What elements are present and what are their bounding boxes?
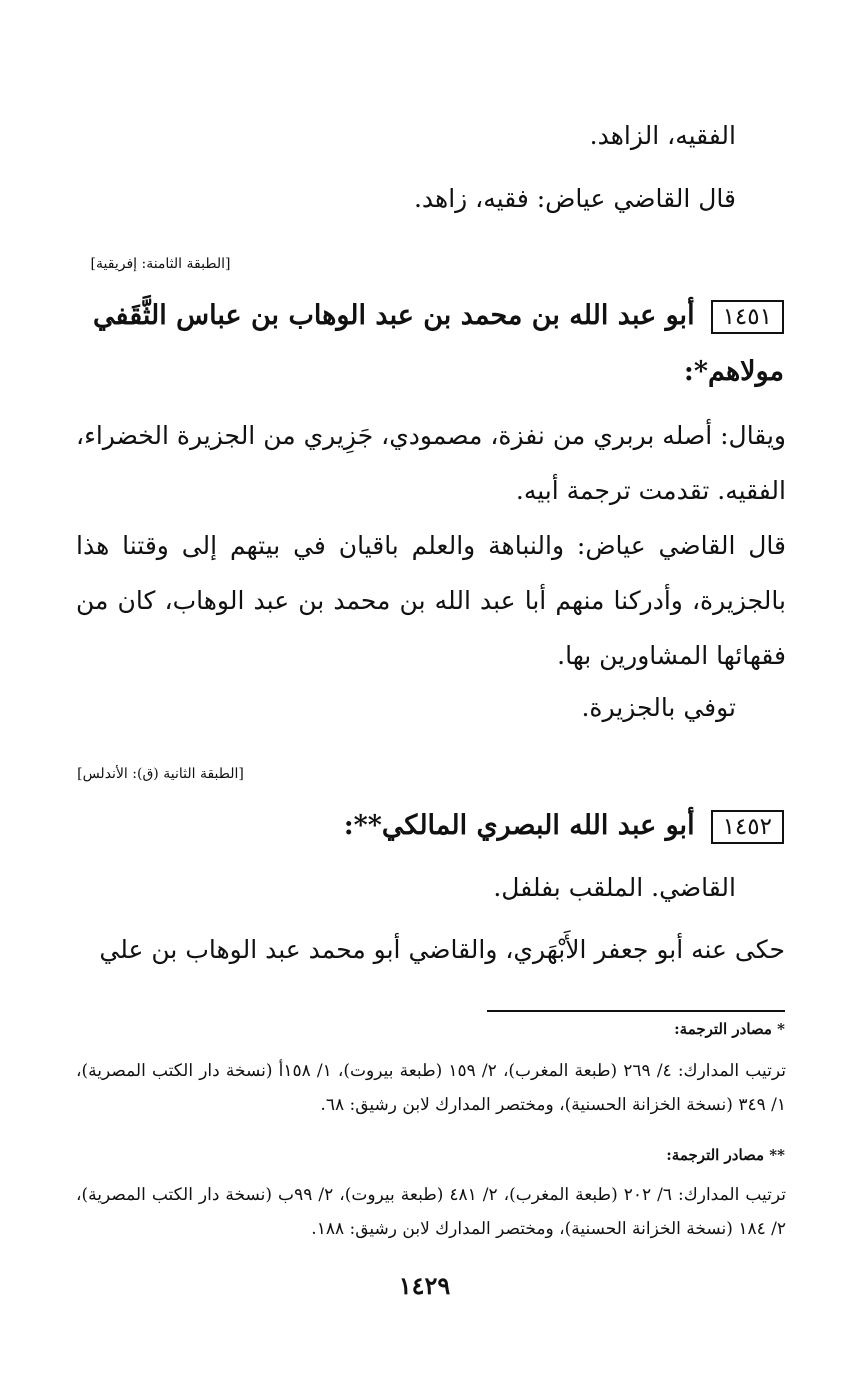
footnote-2-text: ترتيب المدارك: ٦/ ٢٠٢ (طبعة المغرب)، ٢/ ٤٨١ (طبعة بيروت)، ٢/ ٩٩ب (نسخة دار الكتب المصرية)، ٢/ ١٨٤ (نسخة الخزانة الحسنية)، ومختصر المدارك لابن رشيق: ١٨٨.: [76, 1185, 786, 1239]
entry-number-1451: ١٤٥١: [711, 300, 784, 334]
entry-number-1452: ١٤٥٢: [711, 810, 784, 844]
entry-1451-paragraph-3: توفي بالجزيرة.: [581, 693, 736, 722]
footnote-1-text: ترتيب المدارك: ٤/ ٢٦٩ (طبعة المغرب)، ٢/ ١٥٩ (طبعة بيروت)، ١/ ١٥٨أ (نسخة دار الكتب المصرية)، ١/ ٣٤٩ (نسخة الخزانة الحسنية)، ومختصر المدارك لابن رشيق: ٦٨.: [76, 1061, 786, 1115]
entry-1451-paragraph-1: ويقال: أصله بربري من نفزة، مصمودي، جَزِيري من الجزيرة الخضراء، الفقيه. تقدمت ترجمة أبيه.: [76, 421, 786, 505]
entry-heading-1451: [93, 296, 784, 336]
footnote-2-head: ** مصادر الترجمة:: [666, 1146, 785, 1164]
page-number: ١٤٢٩: [398, 1271, 451, 1300]
entry-title-1452: أبو عبد الله البصري المالكي**:: [343, 810, 695, 841]
top-line-1: الفقيه، الزاهد.: [589, 121, 736, 150]
entry-1452-paragraph-1: القاضي. الملقب بفلفل.: [493, 873, 736, 902]
entry-heading-1452: [344, 806, 784, 846]
footnote-1-head: * مصادر الترجمة:: [674, 1020, 785, 1038]
entry-title-1451: أبو عبد الله بن محمد بن عبد الوهاب بن عباس الثَّقَفي: [93, 300, 695, 331]
entry-1451-paragraph-2: قال القاضي عياض: والنباهة والعلم باقيان في بيتهم إلى وقتنا هذا بالجزيرة، وأدركنا منهم أبا عبد الله بن محمد بن عبد الوهاب، كان من فقهائها المشاورين بها.: [76, 531, 786, 670]
tabaqa-label-1452: [الطبقة الثانية (ق): الأندلس]: [77, 766, 244, 782]
entry-title-1451-cont: مولاهم*:: [683, 356, 784, 387]
top-line-2: قال القاضي عياض: فقيه، زاهد.: [413, 184, 736, 213]
footnote-separator: [487, 1010, 785, 1012]
entry-1452-paragraph-2: حكى عنه أبو جعفر الأَبْهَري، والقاضي أبو محمد عبد الوهاب بن علي: [99, 935, 785, 964]
tabaqa-label-1451: [الطبقة الثامنة: إفريقية]: [90, 256, 231, 272]
